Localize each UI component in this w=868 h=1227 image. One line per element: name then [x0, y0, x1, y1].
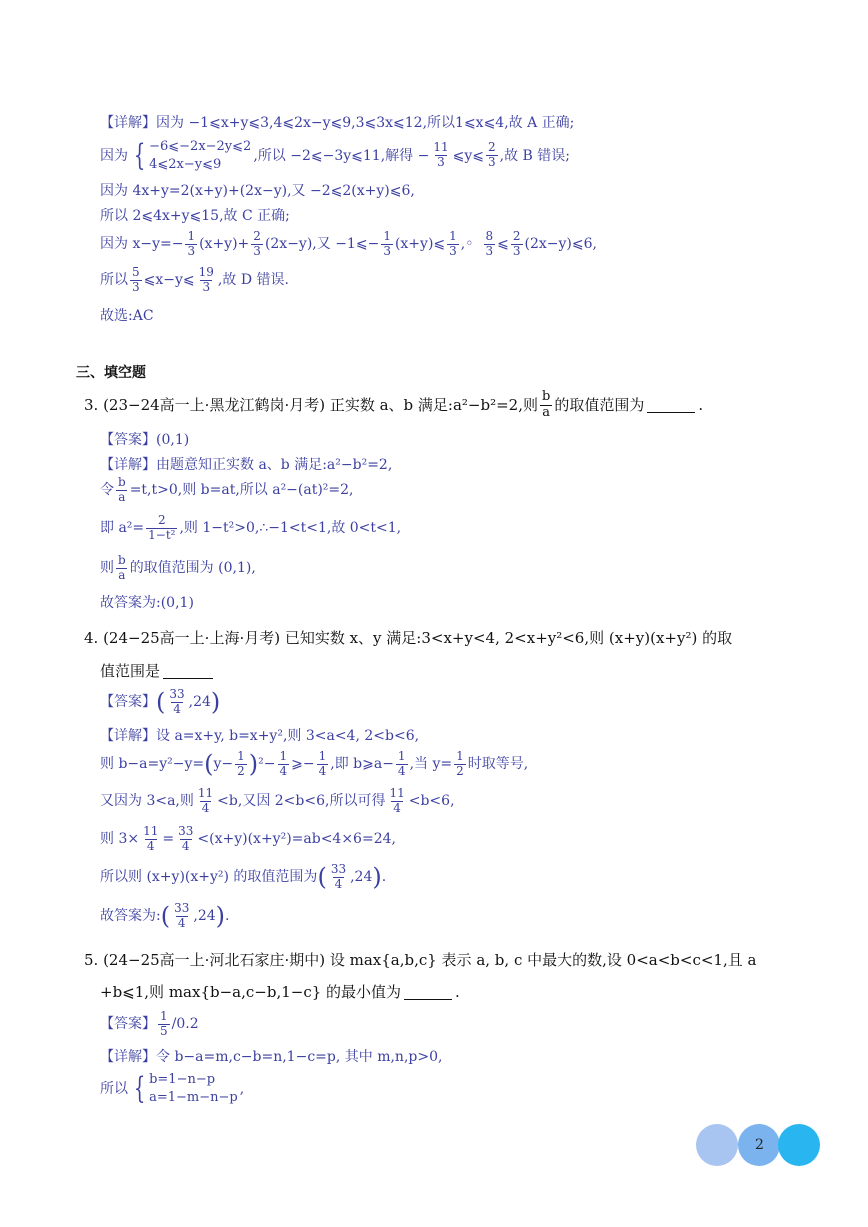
page-circle-right — [778, 1124, 820, 1166]
question-4-stem-line1: 4. (24−25高一上·上海·月考) 已知实数 x、y 满足:3<x+y<4, 2<x+y²<6,则 (x+y)(x+y²) 的取 — [84, 629, 733, 647]
q3-detail-5: 故答案为:(0,1) — [100, 595, 194, 611]
page-number: 2 — [755, 1137, 764, 1153]
question-3-stem: 3. (23−24高一上·黑龙江鹤岗·月考) 正实数 a、b 满足:a²−b²=2,则 $\frac{b}{a}$ 的取值范围为 . — [84, 389, 704, 420]
question-5-stem-line1: 5. (24−25高一上·河北石家庄·期中) 设 max{a,b,c} 表示 a, b, c 中最大的数,设 0<a<b<c<1,且 a — [84, 951, 757, 969]
q3-detail-4: 则 $\frac{b}{a}$ 的取值范围为 (0,1), — [100, 553, 256, 582]
detail1-line6: 所以 $\frac{5}{3}$ ⩽x−y⩽ $\frac{19}{3}$ ,故 D 错误. — [100, 265, 289, 294]
detail1-line5: 因为 x−y=− $\frac{1}{3}$ (x+y)+ $\frac{2}{3}$ (2x−y),又 −1⩽− $\frac{1}{3}$ (x+y)⩽ $\frac{1}{3}$ ,◦ $\frac{8}{3}$ ⩽ $\frac{2}{3}$ (2x−y)⩽6, — [100, 229, 597, 258]
detail1-line3: 因为 4x+y=2(x+y)+(2x−y),又 −2⩽2(x+y)⩽6, — [100, 183, 415, 199]
q3-detail-2: 令 $\frac{b}{a}$ =t,t>0,则 b=at,所以 a²−(at)²=2, — [100, 475, 354, 504]
q3-detail-3: 即 a²= $\frac{2}{\text{1−t²}}$ ,则 1−t²>0,∴−1<t<1,故 0<t<1, — [100, 513, 402, 542]
page-circle-left — [696, 1124, 738, 1166]
q4-detail-1: 【详解】设 a=x+y, b=x+y²,则 3<a<4, 2<b<6, — [100, 728, 420, 744]
equation-system: { b=1−n−p a=1−m−n−p — [133, 1070, 238, 1106]
q4-detail-4: 则 3× $\frac{11}{4}$ = $\frac{33}{4}$ <(x+y)(x+y²)=ab<4×6=24, — [100, 824, 396, 853]
q5-answer: 【答案】 $\frac{1}{5}$ /0.2 — [100, 1009, 199, 1038]
q3-answer: 【答案】(0,1) — [100, 432, 190, 448]
detail1-line4: 所以 2⩽4x+y⩽15,故 C 正确; — [100, 208, 290, 224]
detail1-line2: 因为 { −6⩽−2x−2y⩽2 4⩽2x−y⩽9 ,所以 −2⩽−3y⩽11,解得 − $\frac{11}{3}$ ⩽y⩽ $\frac{2}{3}$ ,故 B 错误; — [100, 137, 570, 173]
section-heading: 三、填空题 — [76, 365, 146, 381]
q4-detail-2: 则 b−a=y²−y= ( y− $\frac{1}{2}$ ) ²− $\frac{1}{4}$ ⩾− $\frac{1}{4}$ ,即 b⩾a− $\frac{1}{4}$ ,当 y= $\frac{1}{2}$ 时取等号, — [100, 749, 529, 779]
detail1-line7: 故选:AC — [100, 308, 154, 324]
q4-answer: 【答案】 ( $\frac{33}{4}$ ,24 ) — [100, 687, 221, 717]
answer-blank — [647, 398, 695, 413]
q4-detail-5: 所以则 (x+y)(x+y²) 的取值范围为 ( $\frac{33}{4}$ ,24 ) . — [100, 862, 387, 892]
answer-blank — [163, 664, 213, 679]
q3-detail-1: 【详解】由题意知正实数 a、b 满足:a²−b²=2, — [100, 457, 393, 473]
detail1-line1: 【详解】因为 −1⩽x+y⩽3,4⩽2x−y⩽9,3⩽3x⩽12,所以1⩽x⩽4,故 A 正确; — [100, 115, 575, 131]
question-4-stem-line2: 值范围是 — [100, 664, 216, 679]
inequality-system: { −6⩽−2x−2y⩽2 4⩽2x−y⩽9 — [133, 137, 252, 173]
answer-blank — [404, 985, 452, 1000]
q5-detail-2: 所以 { b=1−n−p a=1−m−n−p , — [100, 1070, 245, 1106]
q5-detail-1: 【详解】令 b−a=m,c−b=n,1−c=p, 其中 m,n,p>0, — [100, 1049, 443, 1065]
question-5-stem-line2: +b⩽1,则 max{b−a,c−b,1−c} 的最小值为 . — [100, 983, 460, 1001]
q4-detail-3: 又因为 3<a,则 $\frac{11}{4}$ <b,又因 2<b<6,所以可得 $\frac{11}{4}$ <b<6, — [100, 786, 455, 815]
q4-detail-6: 故答案为: ( $\frac{33}{4}$ ,24 ) . — [100, 901, 230, 931]
